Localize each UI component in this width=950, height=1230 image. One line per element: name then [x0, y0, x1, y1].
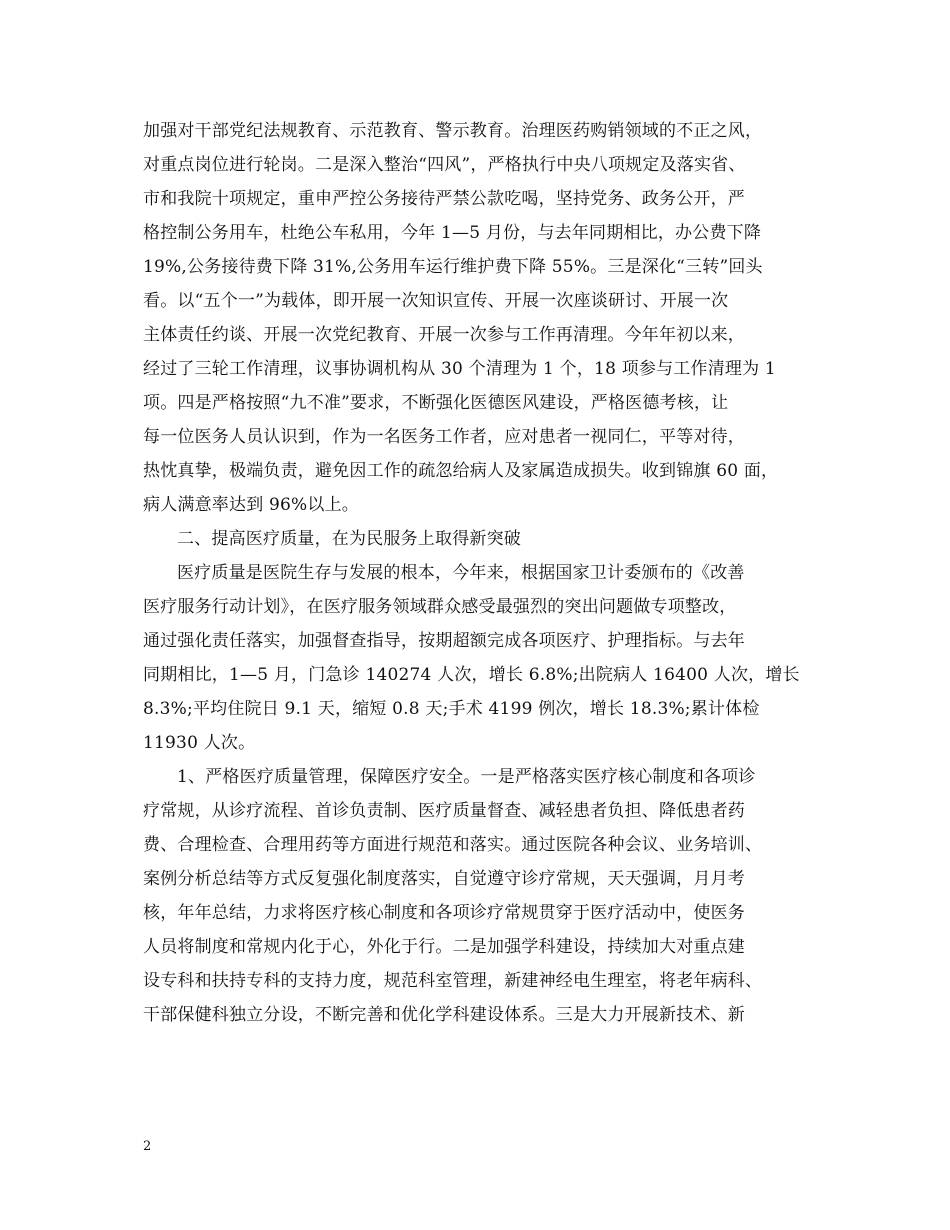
text-line: 病人满意率达到 96%以上。: [143, 495, 359, 515]
text-line: 市和我院十项规定，重申严控公务接待严禁公款吃喝，坚持党务、政务公开，严: [143, 189, 745, 209]
text-line: 加强对干部党纪法规教育、示范教育、警示教育。治理医药购销领域的不正之风，: [143, 121, 763, 141]
text-line: 人员将制度和常规内化于心，外化于行。二是加强学科建设，持续加大对重点建: [143, 937, 745, 957]
text-line: 设专科和扶持专科的支持力度，规范科室管理，新建神经电生理室，将老年病科、: [143, 971, 763, 991]
section-heading: 二、提高医疗质量，在为民服务上取得新突破: [177, 529, 521, 549]
text-line: 干部保健科独立分设，不断完善和优化学科建设体系。三是大力开展新技术、新: [143, 1005, 745, 1025]
text-line: 主体责任约谈、开展一次党纪教育、开展一次参与工作再清理。今年年初以来，: [143, 325, 745, 345]
text-line: 经过了三轮工作清理，议事协调机构从 30 个清理为 1 个，18 项参与工作清理为 1: [143, 359, 776, 379]
text-line: 同期相比，1—5 月，门急诊 140274 人次，增长 6.8%;出院病人 16400 人次，增长: [143, 665, 800, 685]
text-line: 费、合理检查、合理用药等方面进行规范和落实。通过医院各种会议、业务培训、: [143, 835, 763, 855]
text-line: 通过强化责任落实，加强督查指导，按期超额完成各项医疗、护理指标。与去年: [143, 631, 745, 651]
text-line: 11930 人次。: [143, 733, 256, 753]
text-line: 核，年年总结，力求将医疗核心制度和各项诊疗常规贯穿于医疗活动中，使医务: [143, 903, 745, 923]
text-line: 医疗服务行动计划》，在医疗服务领域群众感受最强烈的突出问题做专项整改，: [143, 597, 737, 617]
text-line: 1、严格医疗质量管理，保障医疗安全。一是严格落实医疗核心制度和各项诊: [177, 767, 756, 787]
text-line: 8.3%;平均住院日 9.1 天，缩短 0.8 天;手术 4199 例次，增长 18.3%;累计体检: [143, 699, 760, 719]
text-line: 每一位医务人员认识到，作为一名医务工作者，应对患者一视同仁，平等对待，: [143, 427, 745, 447]
page-number: 2: [143, 1139, 152, 1154]
text-line: 对重点岗位进行轮岗。二是深入整治“四风”，严格执行中央八项规定及落实省、: [143, 155, 746, 175]
text-line: 医疗质量是医院生存与发展的根本，今年来，根据国家卫计委颁布的《改善: [177, 563, 745, 583]
text-line: 案例分析总结等方式反复强化制度落实，自觉遵守诊疗常规，天天强调，月月考: [143, 869, 745, 889]
text-line: 疗常规，从诊疗流程、首诊负责制、医疗质量督查、减轻患者负担、降低患者药: [143, 801, 745, 821]
text-line: 19%,公务接待费下降 31%,公务用车运行维护费下降 55%。三是深化“三转”回头: [143, 257, 763, 277]
text-line: 热忱真挚，极端负责，避免因工作的疏忽给病人及家属造成损失。收到锦旗 60 面，: [143, 461, 779, 481]
text-line: 格控制公务用车，杜绝公车私用，今年 1—5 月份，与去年同期相比，办公费下降: [143, 223, 762, 243]
text-line: 看。以“五个一”为载体，即开展一次知识宣传、开展一次座谈研讨、开展一次: [143, 291, 729, 311]
text-line: 项。四是严格按照“九不准”要求，不断强化医德医风建设，严格医德考核，让: [143, 393, 729, 413]
